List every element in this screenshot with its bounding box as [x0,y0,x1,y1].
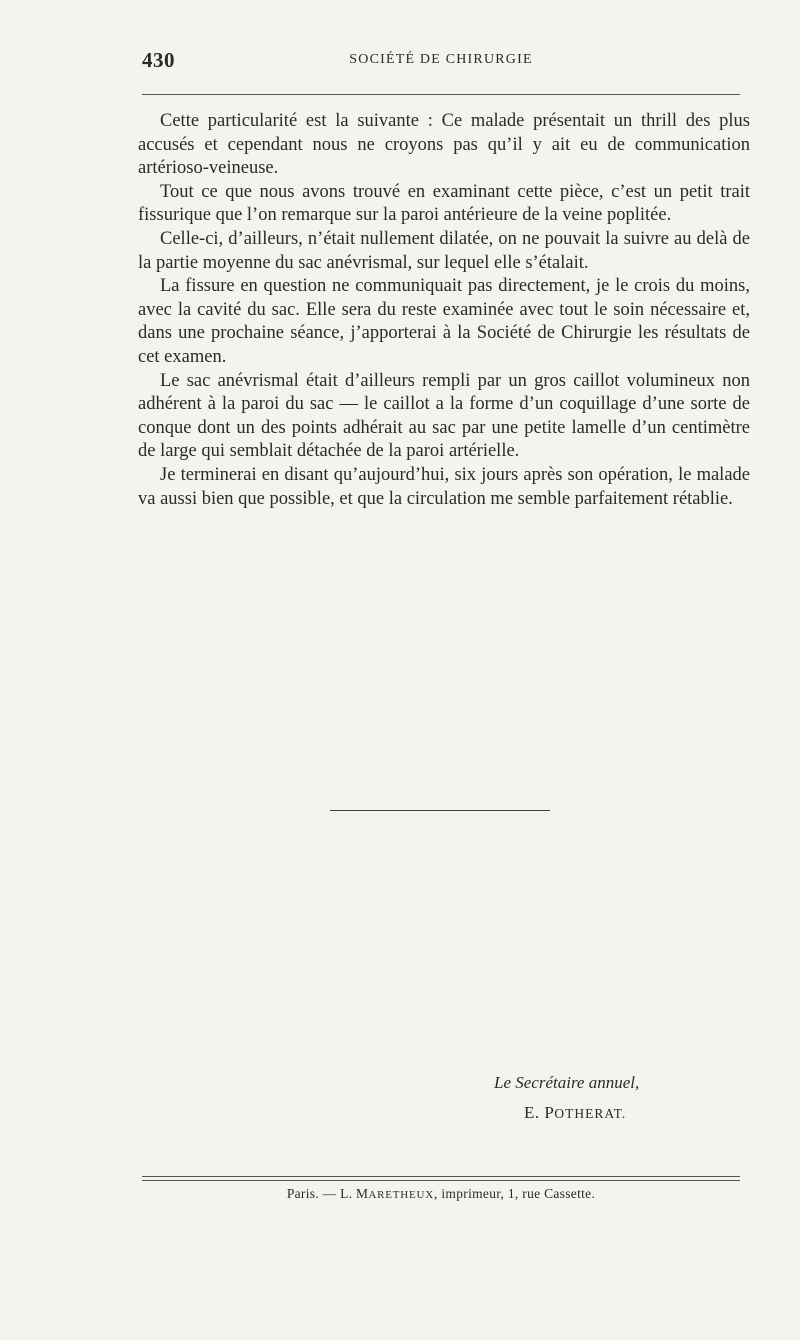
section-divider [330,810,550,811]
signature-name [470,1098,720,1129]
imprint-address: , imprimeur, 1, rue Cassette. [434,1186,596,1201]
signature-block [470,1068,720,1129]
page-header [142,46,740,78]
imprint-printer-name: ARETHEUX [368,1189,435,1201]
page-number: 430 [142,48,175,72]
paragraph-5: Le sac anévrismal était d’ailleurs rempli par un gros caillot volumineux non adhérent à la paroi du sac — le caillot a la forme d’un coquillage d’une sorte de conque dont un des points adhérait au sac par une petite lamelle d’un centimètre de large qui semblait détachée de la paroi artérielle. [138,370,750,462]
signature-initial: E. P [524,1103,555,1122]
header-rule [142,94,740,95]
paragraph-3: Celle-ci, d’ailleurs, n’était nullement dilatée, on ne pouvait la suivre au delà de la partie moyenne du sac anévrismal, sur lequel elle s’étalait. [138,228,750,273]
body-text [138,110,750,511]
imprint-prefix: Paris. — L. M [286,1186,369,1201]
footer-rule-top [142,1176,740,1177]
running-title: SOCIÉTÉ DE CHIRURGIE [349,52,533,67]
paragraph-4: La fissure en question ne communiquait pas directement, je le crois du moins, avec la cavité du sac. Elle sera du reste examinée avec tout le soin nécessaire et, dans une prochaine séance, j’apporterai à la Société de Chirurgie les résultats de cet examen. [138,276,750,367]
printer-imprint [142,1186,740,1202]
paragraph-1: Cette particularité est la suivante : Ce malade présentait un thrill des plus accusés et cependant nous ne croyons pas qu’il y ait eu de communication artérioso-veineuse. [138,111,750,179]
paragraph-6: Je terminerai en disant qu’aujourd’hui, six jours après son opération, le malade va aussi bien que possible, et que la circulation me semble parfaitement rétablie. [138,464,750,509]
footer-rule-bottom [142,1180,740,1181]
paragraph-2: Tout ce que nous avons trouvé en examinant cette pièce, c’est un petit trait fissurique que l’on remarque sur la paroi antérieure de la veine poplitée. [138,181,750,226]
signature-title: Le Secrétaire annuel, [494,1073,640,1092]
signature-surname: OTHERAT. [554,1106,627,1121]
